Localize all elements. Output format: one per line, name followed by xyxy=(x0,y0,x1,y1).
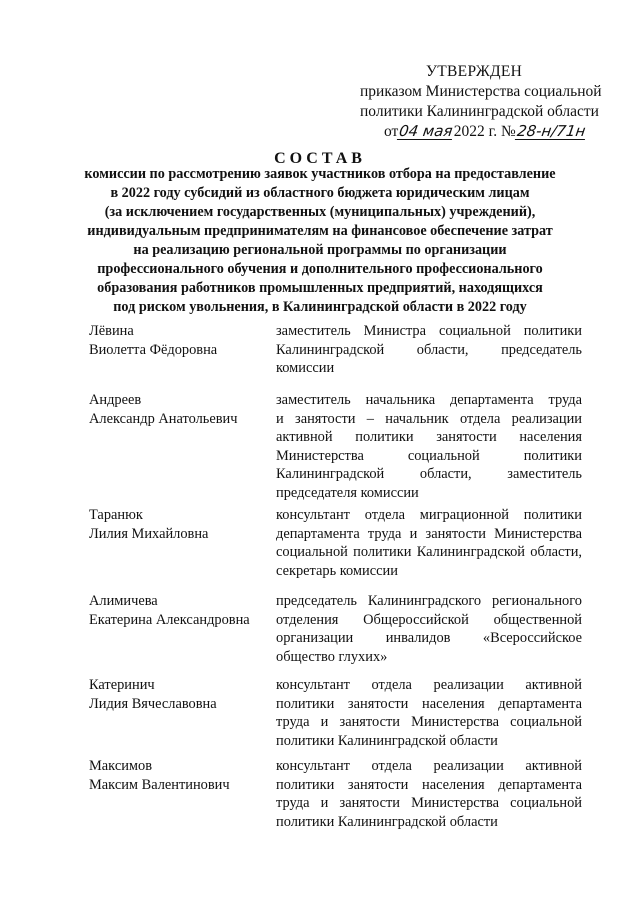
member-role-line: Калининградской области, заместитель xyxy=(276,466,582,482)
member-surname: Алимичева xyxy=(89,593,158,609)
member-role-line: политики Калининградской области xyxy=(276,732,498,749)
subtitle-line: в 2022 году субсидий из областного бюджета юридическим лицам xyxy=(110,185,530,201)
member-role xyxy=(276,757,582,831)
member-role-line: труда и занятости Министерства социальной xyxy=(276,714,582,730)
member-surname: Лёвина xyxy=(89,323,134,339)
member-role-line: Калининградской области, председатель xyxy=(276,341,582,358)
member-role-line: Министерства социальной политики xyxy=(276,447,582,464)
approval-number-handwritten: 28-н/71н xyxy=(515,122,587,140)
document-heading: СОСТАВ xyxy=(274,150,366,167)
member-role-line: секретарь комиссии xyxy=(276,562,398,579)
approval-title: УТВЕРЖДЕН xyxy=(426,63,523,80)
member-role-line: консультант отдела реализации активной xyxy=(276,677,582,693)
member-role-line: активной политики занятости населения xyxy=(276,429,582,445)
member-role-line: департамента труда и занятости Министерства xyxy=(276,525,582,542)
member-given-names: Виолетта Фёдоровна xyxy=(89,342,218,358)
approval-date-year: 2022 г. xyxy=(453,123,498,140)
member-role-line: и занятости – начальник отдела реализации xyxy=(276,410,582,427)
member-role-line: консультант отдела миграционной политики xyxy=(276,507,582,523)
member-role xyxy=(276,391,582,502)
subtitle-line: индивидуальным предпринимателям на финансовое обеспечение затрат xyxy=(87,223,553,239)
subtitle-line: под риском увольнения, в Калининградской области в 2022 году xyxy=(113,299,527,315)
approval-date-handwritten: 04 мая xyxy=(398,122,455,140)
member-role-line: комиссии xyxy=(276,360,335,376)
member-role-line: консультант отдела реализации активной xyxy=(276,758,582,774)
member-role-line: заместитель начальника департамента труда xyxy=(276,392,582,408)
member-given-names: Максим Валентинович xyxy=(89,777,230,793)
member-given-names: Лилия Михайловна xyxy=(89,526,209,542)
member-role-line: заместитель Министра социальной политики xyxy=(276,323,582,339)
subtitle-line: образования работников промышленных предприятий, находящихся xyxy=(97,280,543,296)
member-role-line: председатель Калининградского регионального xyxy=(276,593,582,609)
member-given-names: Лидия Вячеславовна xyxy=(89,696,217,712)
member-surname: Катеринич xyxy=(89,677,155,693)
member-role-line: отделения Общероссийской общественной xyxy=(276,611,582,628)
member-role-line: политики занятости населения департамента xyxy=(276,776,582,793)
member-name xyxy=(89,676,269,714)
member-surname: Таранюк xyxy=(89,507,143,523)
approval-number-prefix: № xyxy=(500,123,516,140)
member-role-line: председателя комиссии xyxy=(276,484,419,501)
member-name xyxy=(89,391,269,429)
approval-order-line-2: политики Калининградской области xyxy=(360,103,599,120)
approval-order-line-1: приказом Министерства социальной xyxy=(360,83,602,100)
member-name xyxy=(89,757,269,795)
member-role-line: политики Калининградской области xyxy=(276,813,498,830)
member-role xyxy=(276,322,582,378)
subtitle-line: на реализацию региональной программы по организации xyxy=(133,242,507,258)
member-role xyxy=(276,592,582,666)
member-role-line: общество глухих» xyxy=(276,648,388,665)
subtitle-line: комиссии по рассмотрению заявок участников отбора на предоставление xyxy=(84,166,556,182)
member-role-line: политики занятости населения департамента xyxy=(276,695,582,712)
member-given-names: Александр Анатольевич xyxy=(89,411,238,427)
member-role-line: труда и занятости Министерства социальной xyxy=(276,795,582,811)
member-surname: Максимов xyxy=(89,758,153,774)
subtitle-line: (за исключением государственных (муниципальных) учреждений), xyxy=(104,204,536,220)
member-given-names: Екатерина Александровна xyxy=(89,612,250,628)
subtitle-line: профессионального обучения и дополнительного профессионального xyxy=(97,261,543,277)
member-role xyxy=(276,676,582,750)
member-role-line: социальной политики Калининградской области, xyxy=(276,544,582,560)
member-role xyxy=(276,506,582,580)
member-role-line: организации инвалидов «Всероссийское xyxy=(276,630,582,646)
member-name xyxy=(89,592,269,630)
approval-date-prefix: от xyxy=(384,123,399,140)
member-surname: Андреев xyxy=(89,392,142,408)
member-name xyxy=(89,506,269,544)
member-name xyxy=(89,322,269,360)
